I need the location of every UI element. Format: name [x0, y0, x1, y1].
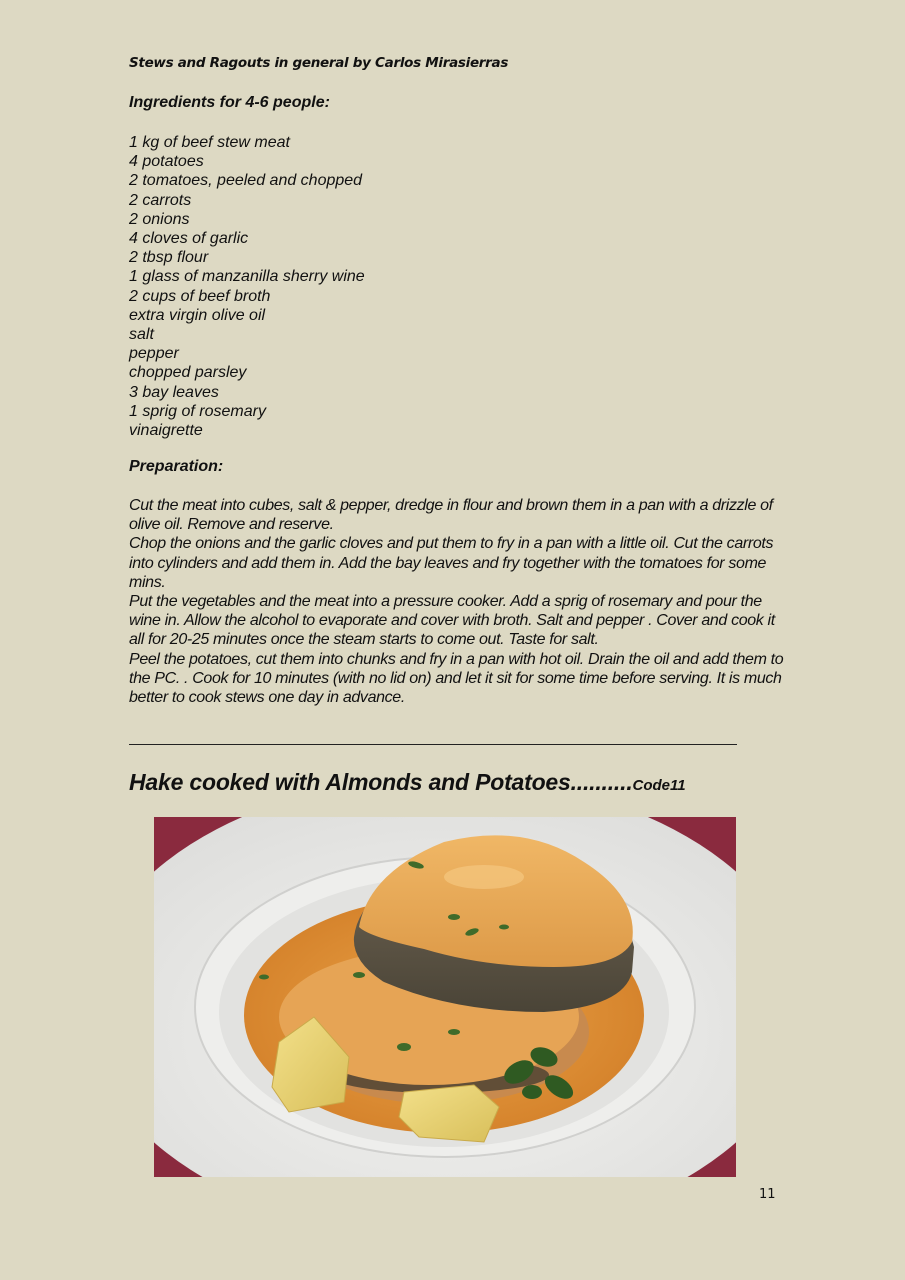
ingredient-item: pepper: [129, 345, 179, 363]
next-recipe-title: [129, 769, 686, 796]
ingredient-item: 1 kg of beef stew meat: [129, 134, 290, 151]
section-divider: [129, 744, 737, 745]
ingredient-item: extra virgin olive oil: [129, 306, 266, 324]
preparation-heading: Preparation:: [129, 458, 224, 475]
running-header: Stews and Ragouts in general by Carlos Mirasierras: [129, 55, 509, 71]
preparation-text: [129, 496, 789, 707]
recipe-code: Code11: [632, 777, 686, 794]
ingredient-item: 2 tomatoes, peeled and chopped: [129, 172, 363, 190]
ingredient-item: 2 onions: [129, 210, 190, 228]
page-number: 11: [759, 1187, 776, 1202]
ingredients-list: [129, 133, 365, 440]
ingredient-item: 2 carrots: [129, 191, 192, 209]
ingredient-item: 3 bay leaves: [129, 383, 219, 401]
preparation-step: Chop the onions and the garlic cloves and put them to fry in a pan with a little oil. Cut the carrots into cylinders and add them in. Add the bay leaves and fry together with the tomatoes for some mins.: [129, 535, 774, 591]
ingredient-item: vinaigrette: [129, 422, 203, 440]
ingredient-item: 2 cups of beef broth: [129, 287, 271, 305]
preparation-step: Cut the meat into cubes, salt & pepper, dredge in flour and brown them in a pan with a drizzle of olive oil. Remove and reserve.: [129, 497, 773, 534]
ingredient-item: 1 glass of manzanilla sherry wine: [129, 268, 365, 286]
ingredient-item: 4 potatoes: [129, 153, 204, 171]
ingredient-item: 1 sprig of rosemary: [129, 402, 266, 420]
ingredients-heading: Ingredients for 4-6 people:: [129, 94, 330, 111]
ingredient-item: salt: [129, 326, 154, 344]
recipe-photo: [154, 817, 736, 1177]
preparation-step: Peel the potatoes, cut them into chunks and fry in a pan with hot oil. Drain the oil and add them to the PC. . Cook for 10 minutes (with no lid on) and let it sit for some time before serving. It is much better to cook stews one day in advance.: [129, 650, 784, 707]
recipe-title-text: Hake cooked with Almonds and Potatoes..........: [129, 769, 633, 795]
ingredient-item: 2 tbsp flour: [129, 249, 209, 267]
ingredient-item: 4 cloves of garlic: [129, 230, 249, 248]
ingredient-item: chopped parsley: [129, 364, 247, 382]
hake-dish-illustration: [154, 817, 736, 1177]
preparation-step: Put the vegetables and the meat into a pressure cooker. Add a sprig of rosemary and pour the wine in. Allow the alcohol to evaporate and cover with broth. Salt and pepper . Cover and cook it all for 20-25 minutes once the steam starts to come out. Taste for salt.: [129, 593, 775, 649]
